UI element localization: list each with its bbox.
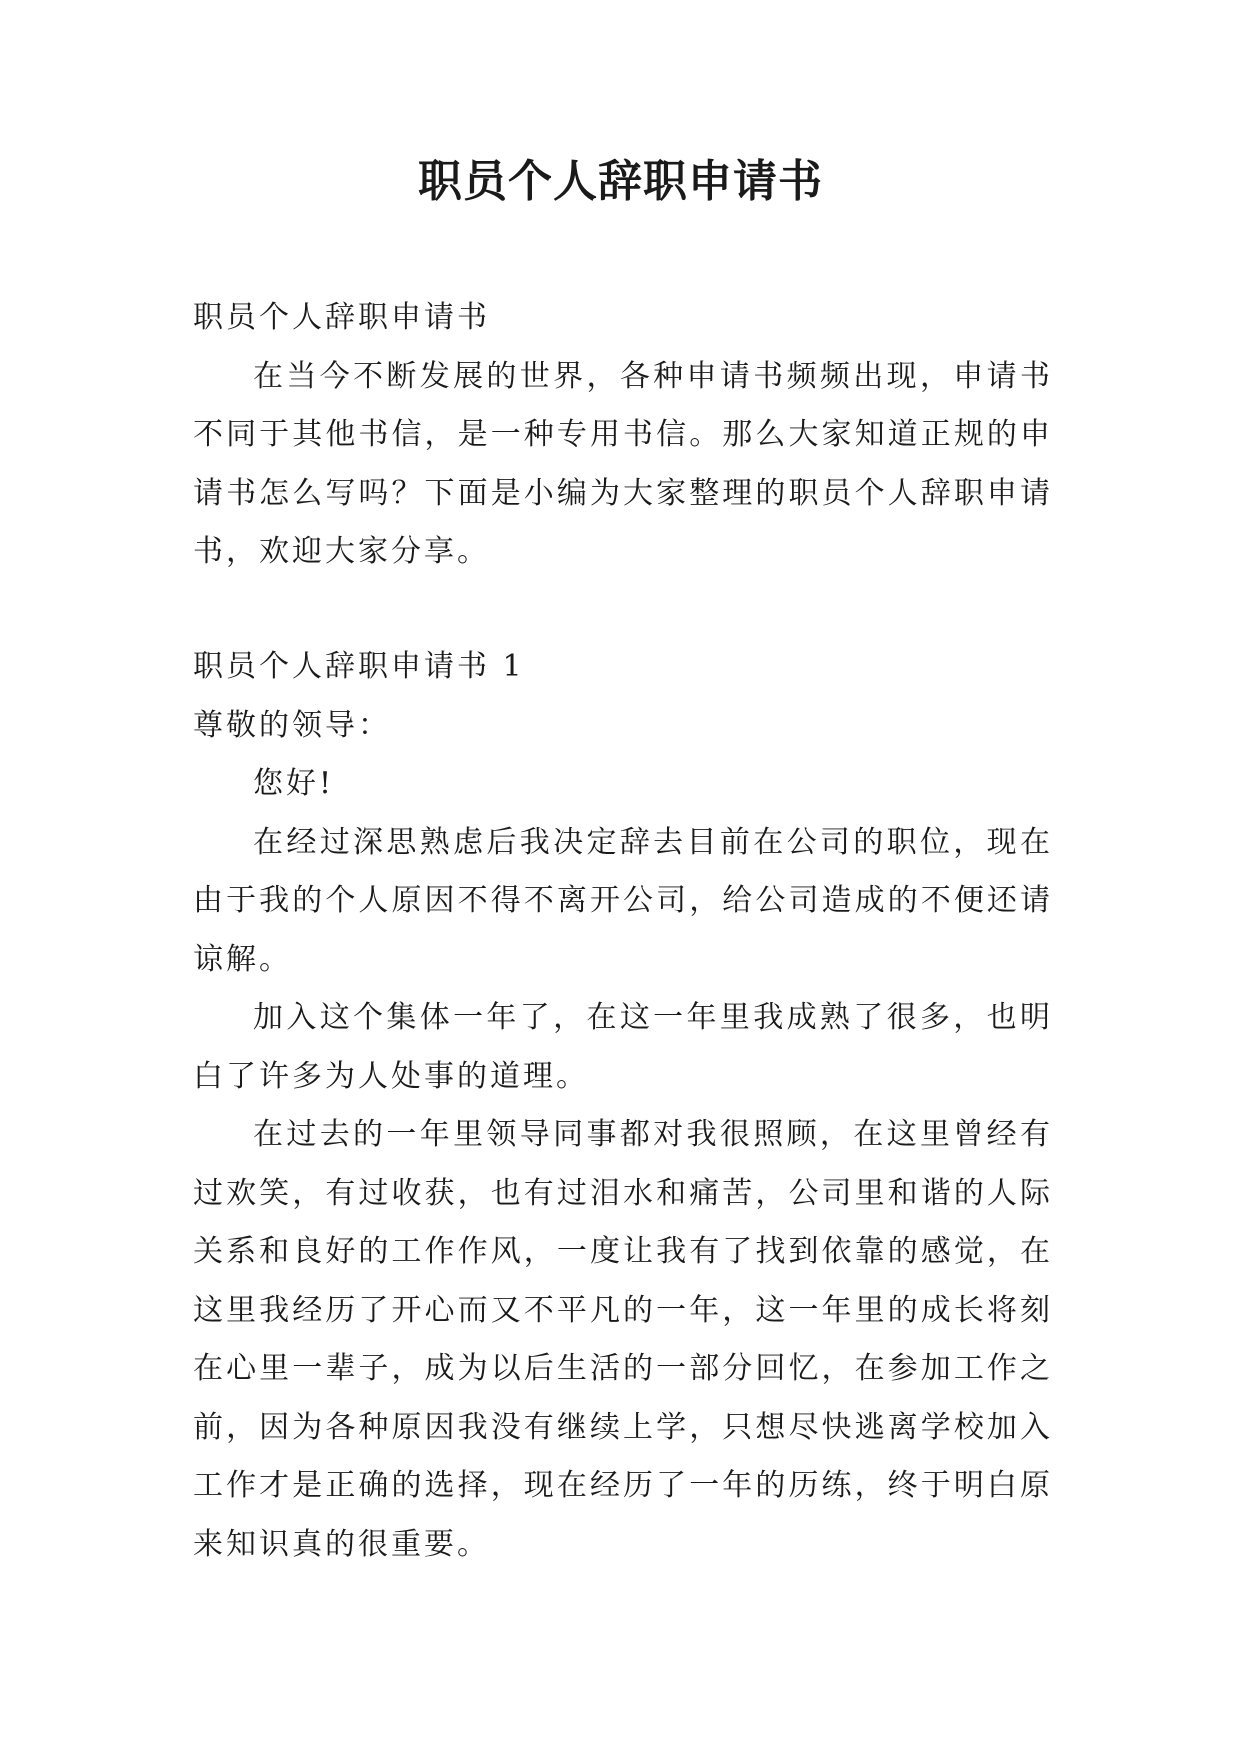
salutation: 尊敬的领导： — [193, 707, 391, 743]
intro-section — [193, 289, 1053, 582]
section-heading: 职员个人辞职申请书 1 — [193, 649, 525, 684]
greeting: 您好! — [253, 766, 335, 801]
letter-paragraph: 加入这个集体一年了，在这一年里我成熟了很多，也明白了许多为人处事的道理。 — [193, 1000, 1053, 1094]
letter-paragraph: 在过去的一年里领导同事都对我很照顾，在这里曾经有过欢笑，有过收获，也有过泪水和痛苦，公司里和谐的人际关系和良好的工作作风，一度让我有了找到依靠的感觉，在这里我经历了开心而又不平凡的一年，这一年里的成长将刻在心里一辈子，成为以后生活的一部分回忆，在参加工作之前，因为各种原因我没有继续上学，只想尽快逃离学校加入工作才是正确的选择，现在经历了一年的历练，终于明白原来知识真的很重要。 — [193, 1117, 1053, 1562]
intro-heading: 职员个人辞职申请书 — [193, 300, 490, 335]
letter-paragraph: 在经过深思熟虑后我决定辞去目前在公司的职位，现在由于我的个人原因不得不离开公司，给公司造成的不便还请谅解。 — [193, 824, 1053, 977]
letter-section — [193, 638, 1053, 1574]
document-title: 职员个人辞职申请书 — [418, 156, 823, 207]
intro-paragraph: 在当今不断发展的世界，各种申请书频频出现，申请书不同于其他书信，是一种专用书信。那么大家知道正规的申请书怎么写吗？下面是小编为大家整理的职员个人辞职申请书，欢迎大家分享。 — [193, 358, 1053, 569]
